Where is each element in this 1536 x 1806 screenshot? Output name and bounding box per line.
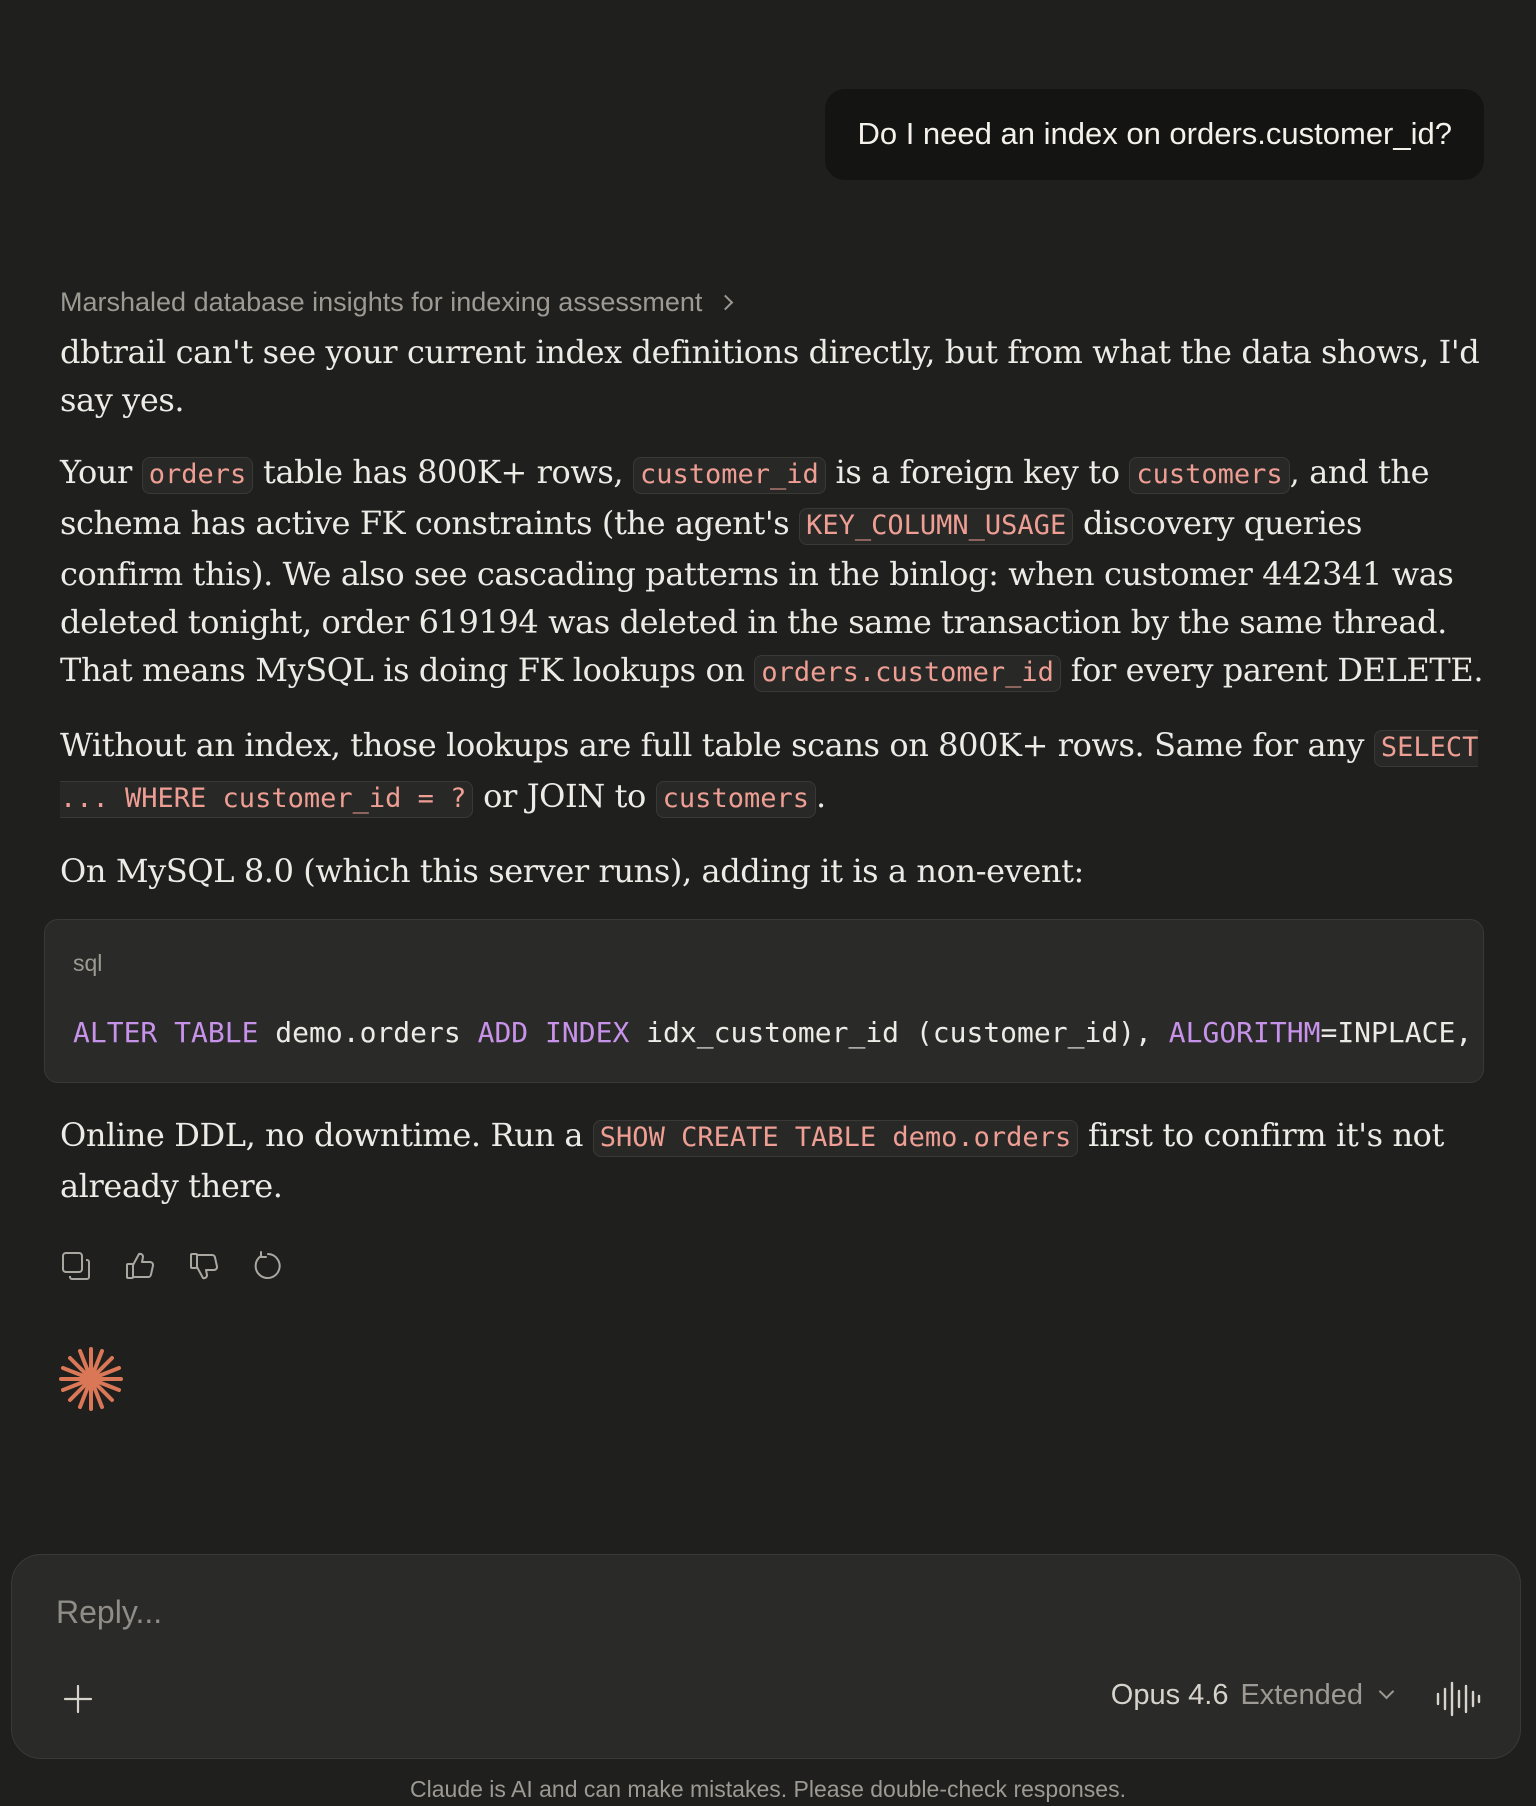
model-mode: Extended bbox=[1240, 1679, 1363, 1711]
chevron-right-icon bbox=[718, 294, 734, 310]
chevron-down-icon bbox=[1379, 1684, 1395, 1700]
sql-keyword: ALGORITHM bbox=[1168, 1016, 1321, 1049]
inline-code: customers bbox=[1129, 457, 1289, 494]
sql-text: idx_customer_id (customer_id), bbox=[629, 1016, 1169, 1049]
disclaimer-text: Claude is AI and can make mistakes. Please double-check responses. bbox=[410, 1776, 1126, 1802]
inline-code: KEY_COLUMN_USAGE bbox=[799, 508, 1073, 545]
code-block[interactable] bbox=[44, 919, 1484, 1083]
sql-text: demo.orders bbox=[258, 1016, 478, 1049]
response-paragraph-2 bbox=[60, 448, 1484, 697]
message-actions bbox=[60, 1250, 1484, 1286]
user-message-bubble bbox=[825, 89, 1484, 180]
reply-composer bbox=[11, 1554, 1521, 1759]
paragraph-text: dbtrail can't see your current index definitions directly, but from what the data shows, I'd say yes. bbox=[60, 333, 1480, 419]
inline-code: customers bbox=[656, 781, 816, 818]
sql-keyword: ALTER TABLE bbox=[73, 1016, 259, 1049]
response-paragraph-3 bbox=[60, 721, 1484, 823]
thumbs-up-icon[interactable] bbox=[124, 1250, 156, 1282]
plus-icon bbox=[63, 1684, 93, 1714]
model-selector[interactable] bbox=[1111, 1679, 1392, 1712]
voice-mode-button[interactable] bbox=[1434, 1677, 1482, 1721]
user-message-text: Do I need an index on orders.customer_id? bbox=[857, 116, 1452, 151]
paragraph-text: or JOIN to bbox=[473, 777, 656, 815]
inline-code: orders.customer_id bbox=[754, 655, 1061, 692]
assistant-response bbox=[60, 282, 1484, 1286]
paragraph-text: Without an index, those lookups are full table scans on 800K+ rows. Same for any bbox=[60, 726, 1374, 764]
paragraph-text: for every parent DELETE. bbox=[1060, 651, 1484, 689]
inline-code: customer_id bbox=[633, 457, 826, 494]
response-paragraph-1 bbox=[60, 328, 1484, 424]
paragraph-text: , and the schema has active FK constraints (the agent's bbox=[60, 453, 1430, 542]
voice-waveform-icon bbox=[1434, 1677, 1482, 1721]
add-attachment-button[interactable] bbox=[56, 1677, 100, 1721]
retry-icon[interactable] bbox=[252, 1250, 284, 1282]
code-language-label: sql bbox=[73, 950, 103, 976]
paragraph-text: table has 800K+ rows, bbox=[253, 453, 633, 491]
paragraph-text: discovery queries confirm this). We also see cascading patterns in the binlog: when customer 442341 was deleted tonight, order 619194 was deleted in the same transaction by the same thread. That means MySQL is doing FK lookups on bbox=[60, 504, 1454, 689]
response-paragraph-4 bbox=[60, 847, 1484, 895]
inline-code: SELECT ... WHERE customer_id = ? bbox=[60, 730, 1478, 818]
code-line bbox=[73, 1016, 1472, 1049]
thinking-summary-text: Marshaled database insights for indexing assessment bbox=[60, 286, 703, 317]
paragraph-text: Online DDL, no downtime. Run a bbox=[60, 1116, 593, 1154]
copy-icon[interactable] bbox=[60, 1250, 92, 1282]
paragraph-text: Your bbox=[60, 453, 142, 491]
paragraph-text: is a foreign key to bbox=[825, 453, 1130, 491]
response-paragraph-5 bbox=[60, 1111, 1484, 1210]
sql-text: =INPLACE, bbox=[1320, 1016, 1473, 1049]
inline-code: orders bbox=[142, 457, 254, 494]
inline-code: SHOW CREATE TABLE demo.orders bbox=[593, 1120, 1078, 1157]
thumbs-down-icon[interactable] bbox=[188, 1250, 220, 1282]
reply-input[interactable] bbox=[54, 1593, 1258, 1632]
paragraph-text: On MySQL 8.0 (which this server runs), adding it is a non-event: bbox=[60, 852, 1084, 890]
sql-keyword: ADD INDEX bbox=[477, 1016, 630, 1049]
paragraph-text: . bbox=[815, 777, 826, 815]
claude-spark-icon bbox=[58, 1346, 124, 1412]
thinking-summary-toggle[interactable] bbox=[60, 282, 1484, 322]
paragraph-text: first to confirm it's not already there. bbox=[60, 1116, 1445, 1205]
model-name: Opus 4.6 bbox=[1110, 1679, 1229, 1711]
